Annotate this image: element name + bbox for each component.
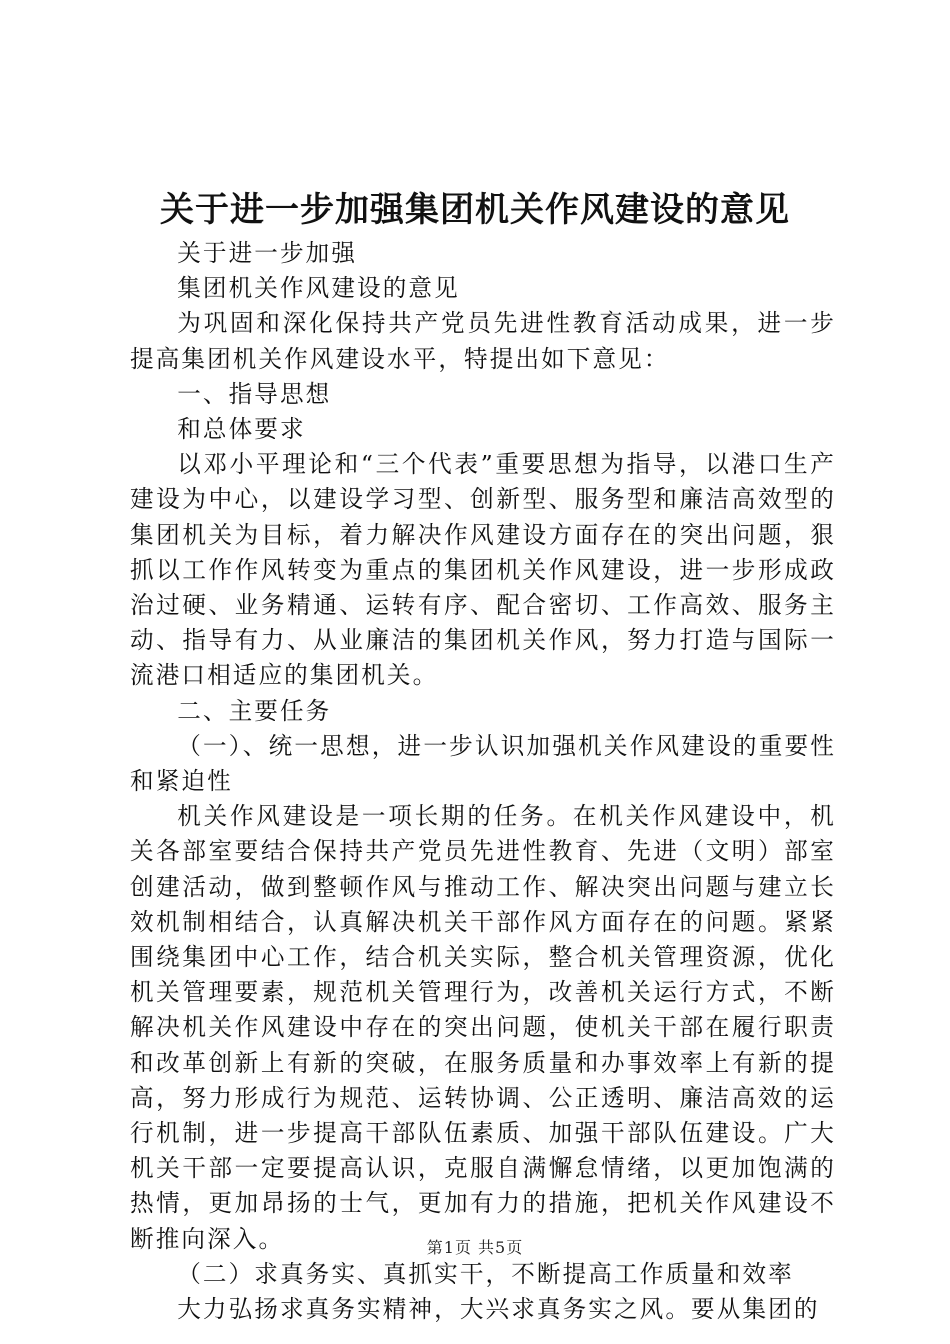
paragraph: 机关作风建设是一项长期的任务。在机关作风建设中，机关各部室要结合保持共产党员先进性教育、先进（文明）部室创建活动，做到整顿作风与推动工作、解决突出问题与建立长效机制相结合，认真解决机关干部作风方面存在的问题。紧紧围绕集团中心工作，结合机关实际，整合机关管理资源，优化机关管理要素，规范机关管理行为，改善机关运行方式，不断解决机关作风建设中存在的突出问题，使机关干部在履行职责和改革创新上有新的突破，在服务质量和办事效率上有新的提高，努力形成行为规范、运转协调、公正透明、廉洁高效的运行机制，进一步提高干部队伍素质、加强干部队伍建设。广大机关干部一定要提高认识，克服自满懈怠情绪，以更加饱满的热情，更加昂扬的士气，更加有力的措施，把机关作风建设不断推向深入。 bbox=[130, 802, 836, 1253]
paragraph: 关于进一步加强 bbox=[177, 239, 358, 267]
paragraph: 大力弘扬求真务实精神，大兴求真务实之风。要从集团的 bbox=[177, 1295, 820, 1324]
section-heading: 二、主要任务 bbox=[177, 696, 332, 725]
section-heading: 一、指导思想 bbox=[177, 379, 332, 408]
paragraph: 以邓小平理论和“三个代表”重要思想为指导，以港口生产建设为中心，以建设学习型、创新型、服务型和廉洁高效型的集团机关为目标，着力解决作风建设方面存在的突出问题，狠抓以工作作风转变为重点的集团机关作风建设，进一步形成政治过硬、业务精通、运转有序、配合密切、工作高效、服务主动、指导有力、从业廉洁的集团机关作风，努力打造与国际一流港口相适应的集团机关。 bbox=[130, 450, 836, 690]
section-heading: 和总体要求 bbox=[177, 415, 306, 444]
document-title: 关于进一步加强集团机关作风建设的意见 bbox=[160, 190, 790, 230]
subsection-heading: （一）、统一思想，进一步认识加强机关作风建设的重要性和紧迫性 bbox=[130, 731, 836, 796]
paragraph: 集团机关作风建设的意见 bbox=[177, 274, 460, 303]
paragraph: 为巩固和深化保持共产党员先进性教育活动成果，进一步提高集团机关作风建设水平，特提出如下意见： bbox=[130, 309, 836, 373]
subsection-heading: （二）求真务实、真抓实干，不断提高工作质量和效率 bbox=[177, 1259, 794, 1288]
document-body bbox=[130, 236, 836, 1327]
page-number-footer: 第1页 共5页 bbox=[426, 1238, 524, 1257]
